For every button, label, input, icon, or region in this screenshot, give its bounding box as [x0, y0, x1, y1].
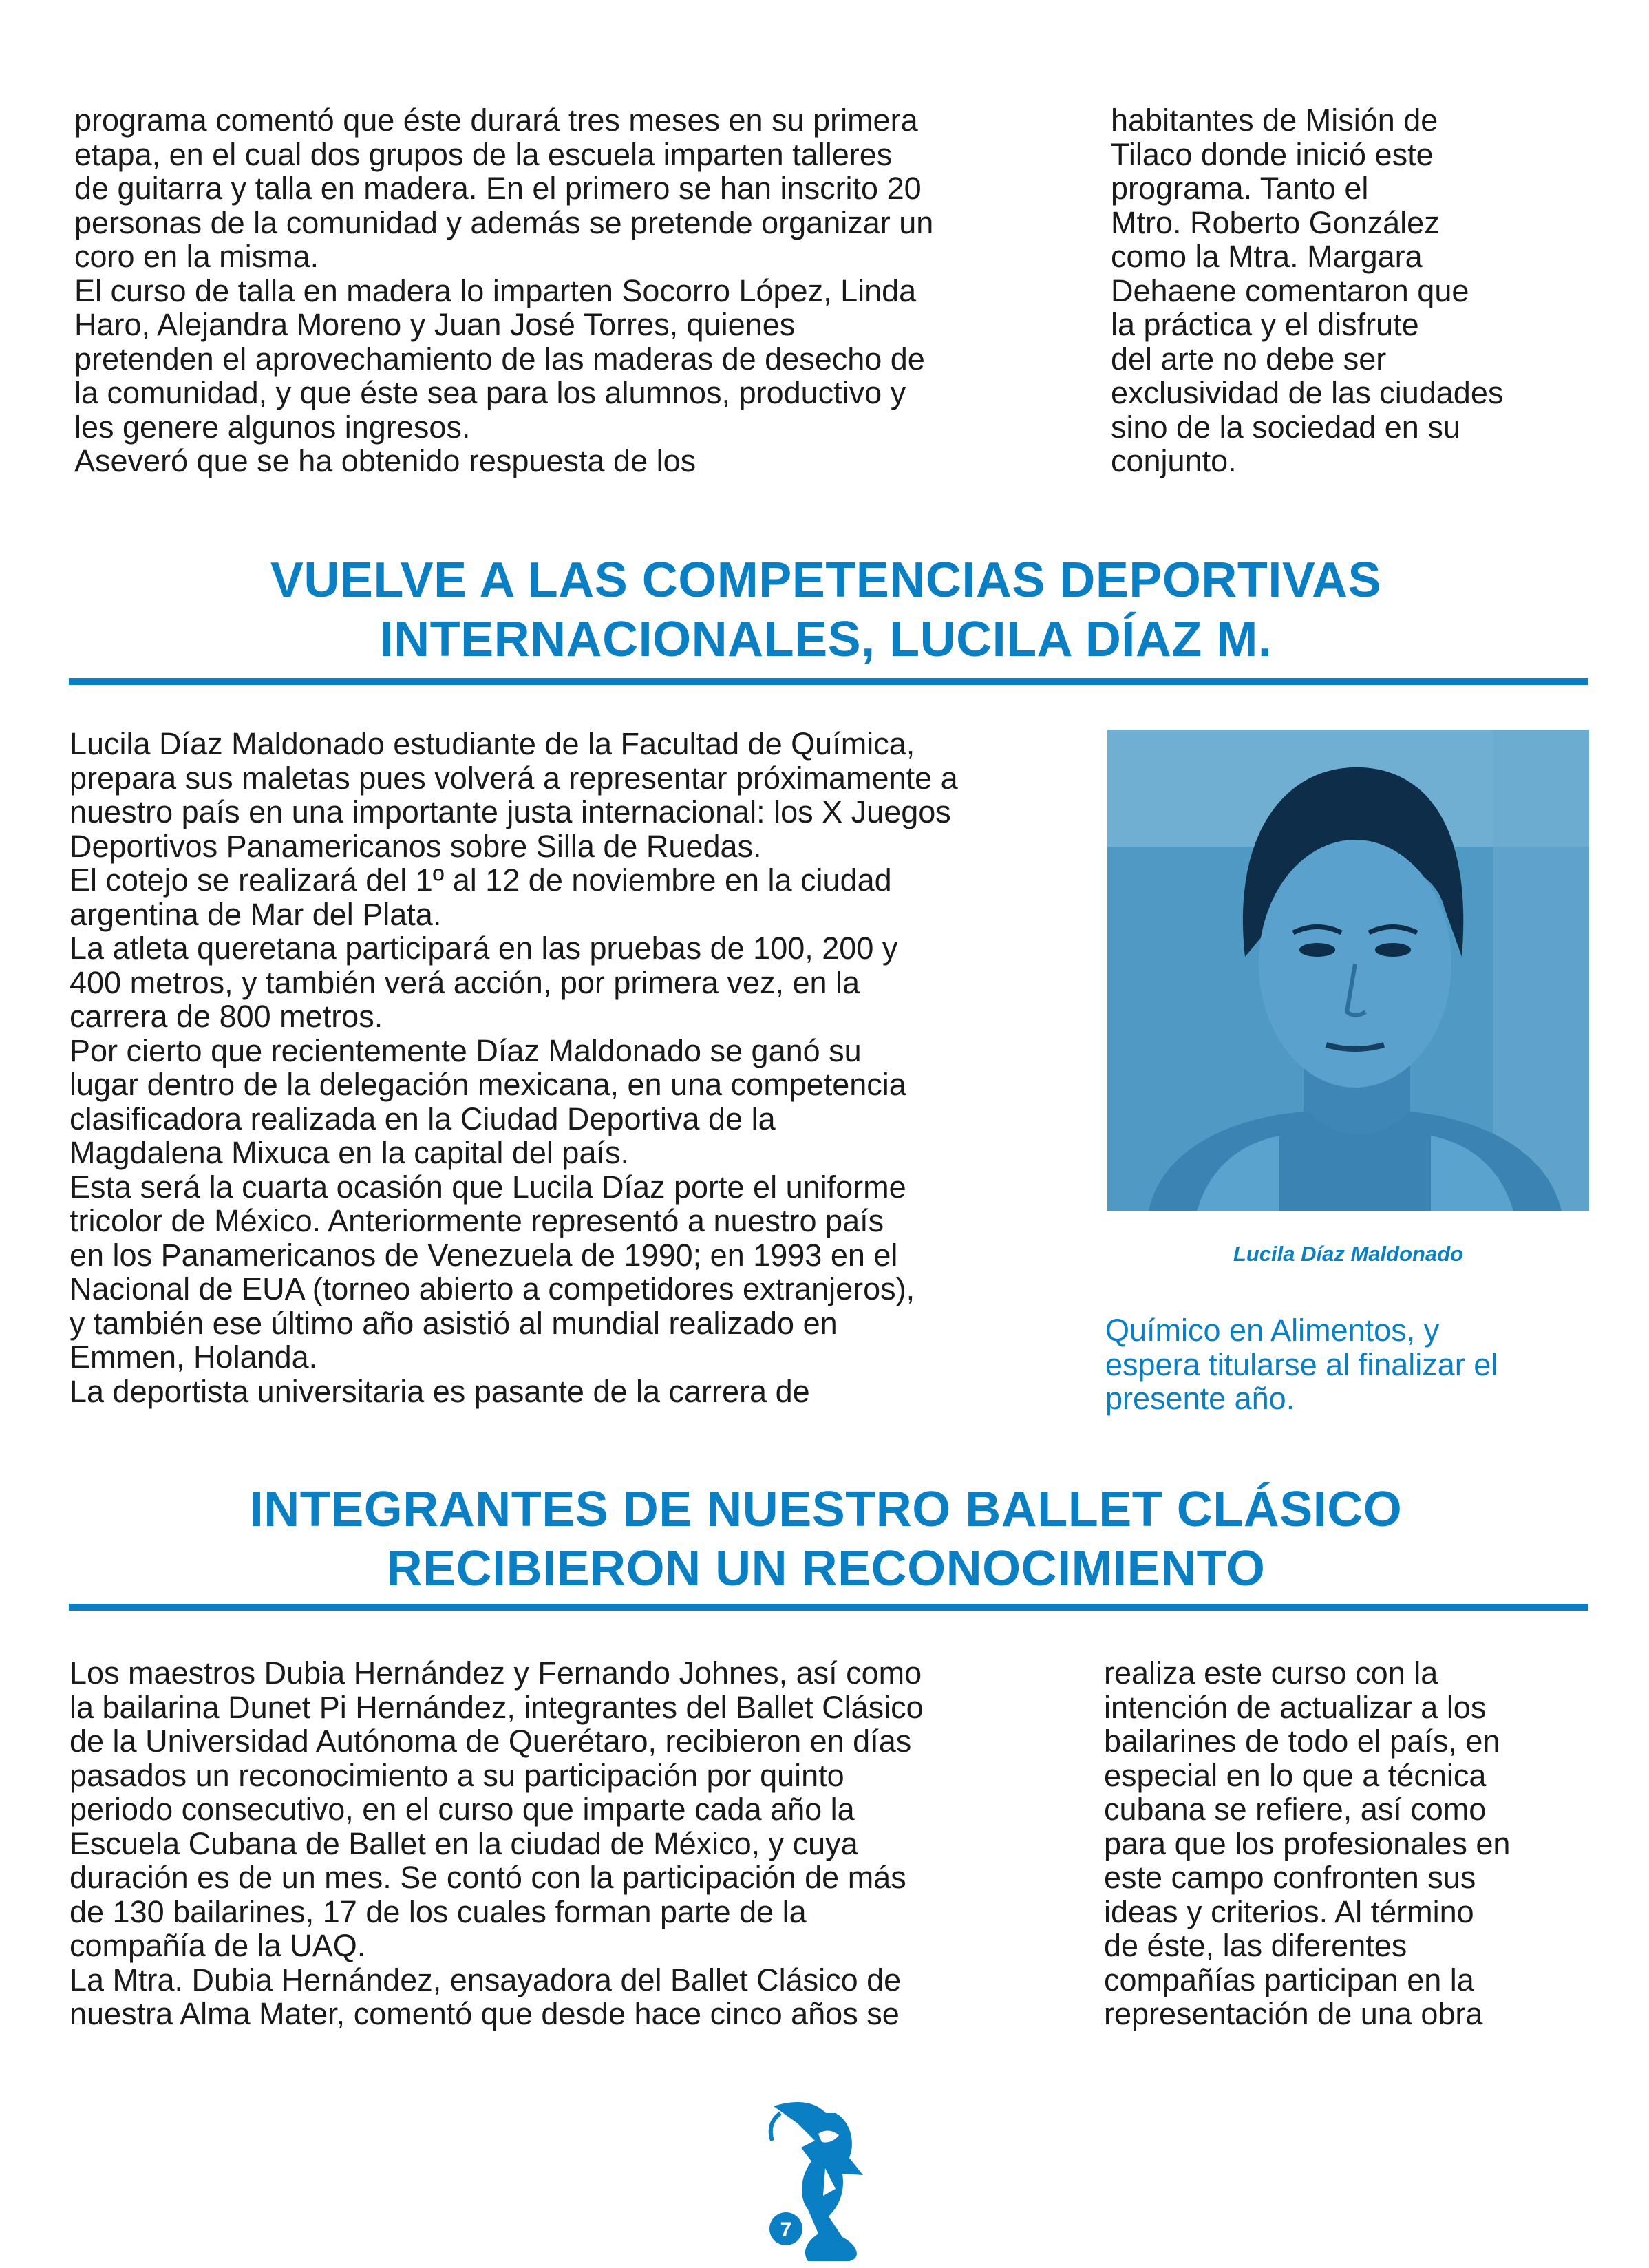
lucila-right-column: Químico en Alimentos, y espera titularse al finalizar el presente año. [1105, 1313, 1498, 1416]
portrait-illustration [1107, 730, 1589, 1211]
page-number: 7 [780, 2218, 792, 2241]
lucila-portrait-photo [1107, 730, 1589, 1211]
page-number-mark [760, 2092, 884, 2265]
mascot-emblem-icon [760, 2092, 884, 2265]
ballet-right-column: realiza este curso con la intención de actualizar a los bailarines de todo el país, en especial en lo que a técnica cubana se refiere, así como para que los profesionales en este campo confronten sus ideas y criterios. Al término de éste, las diferentes compañías participan en la representación de una obra [1104, 1655, 1511, 2031]
ballet-headline: INTEGRANTES DE NUESTRO BALLET CLÁSICO RECIBIERON UN RECONOCIMIENTO [249, 1482, 1403, 1596]
ballet-divider [69, 1604, 1588, 1611]
top-article-right-column: habitantes de Misión de Tilaco donde inició este programa. Tanto el Mtro. Roberto González como la Mtra. Margara Dehaene comentaron que la práctica y el disfrute del arte no debe ser exclusividad de las ciudades sino de la sociedad en su conjunto. [1111, 103, 1504, 478]
lucila-left-column: Lucila Díaz Maldonado estudiante de la Facultad de Química, prepara sus maletas pues volverá a representar próximamente a nuestro país en una importante justa internacional: los X Juegos Deportivos Panamericanos sobre Silla de Ruedas. El cotejo se realizará del 1º al 12 de noviembre en la ciudad argentina de Mar del Plata. La atleta queretana participará en las pruebas de 100, 200 y 400 metros, y también verá acción, por primera vez, en la carrera de 800 metros. Por cierto que recientemente Díaz Maldonado se ganó su lugar dentro de la delegación mexicana, en una competencia clasificadora realizada en la Ciudad Deportiva de la Magdalena Mixuca en la capital del país. Esta será la cuarta ocasión que Lucila Díaz porte el uniforme tricolor de México. Anteriormente representó a nuestro país en los Panamericanos de Venezuela de 1990; en 1993 en el Nacional de EUA (torneo abierto a competidores extranjeros), y también ese último año asistió al mundial realizado en Emmen, Holanda. La deportista universitaria es pasante de la carrera de [70, 726, 958, 1409]
photo-caption: Lucila Díaz Maldonado [1233, 1242, 1464, 1266]
ballet-left-column: Los maestros Dubia Hernández y Fernando Johnes, así como la bailarina Dunet Pi Hernández, integrantes del Ballet Clásico de la Universidad Autónoma de Querétaro, recibieron en días pasados un reconocimiento a su participación por quinto periodo consecutivo, en el curso que imparte cada año la Escuela Cubana de Ballet en la ciudad de México, y cuya duración es de un mes. Se contó con la participación de más de 130 bailarines, 17 de los cuales forman parte de la compañía de la UAQ. La Mtra. Dubia Hernández, ensayadora del Ballet Clásico de nuestra Alma Mater, comentó que desde hace cinco años se [70, 1655, 924, 2031]
lucila-divider [69, 678, 1588, 685]
top-article-left-column: programa comentó que éste durará tres meses en su primera etapa, en el cual dos grupos de la escuela imparten talleres de guitarra y talla en madera. En el primero se han inscrito 20 personas de la comunidad y además se pretende organizar un coro en la misma. El curso de talla en madera lo imparten Socorro López, Linda Haro, Alejandra Moreno y Juan José Torres, quienes pretenden el aprovechamiento de las maderas de desecho de la comunidad, y que éste sea para los alumnos, productivo y les genere algunos ingresos. Aseveró que se ha obtenido respuesta de los [74, 103, 934, 478]
lucila-headline: VUELVE A LAS COMPETENCIAS DEPORTIVAS INTERNACIONALES, LUCILA DÍAZ M. [270, 553, 1382, 667]
